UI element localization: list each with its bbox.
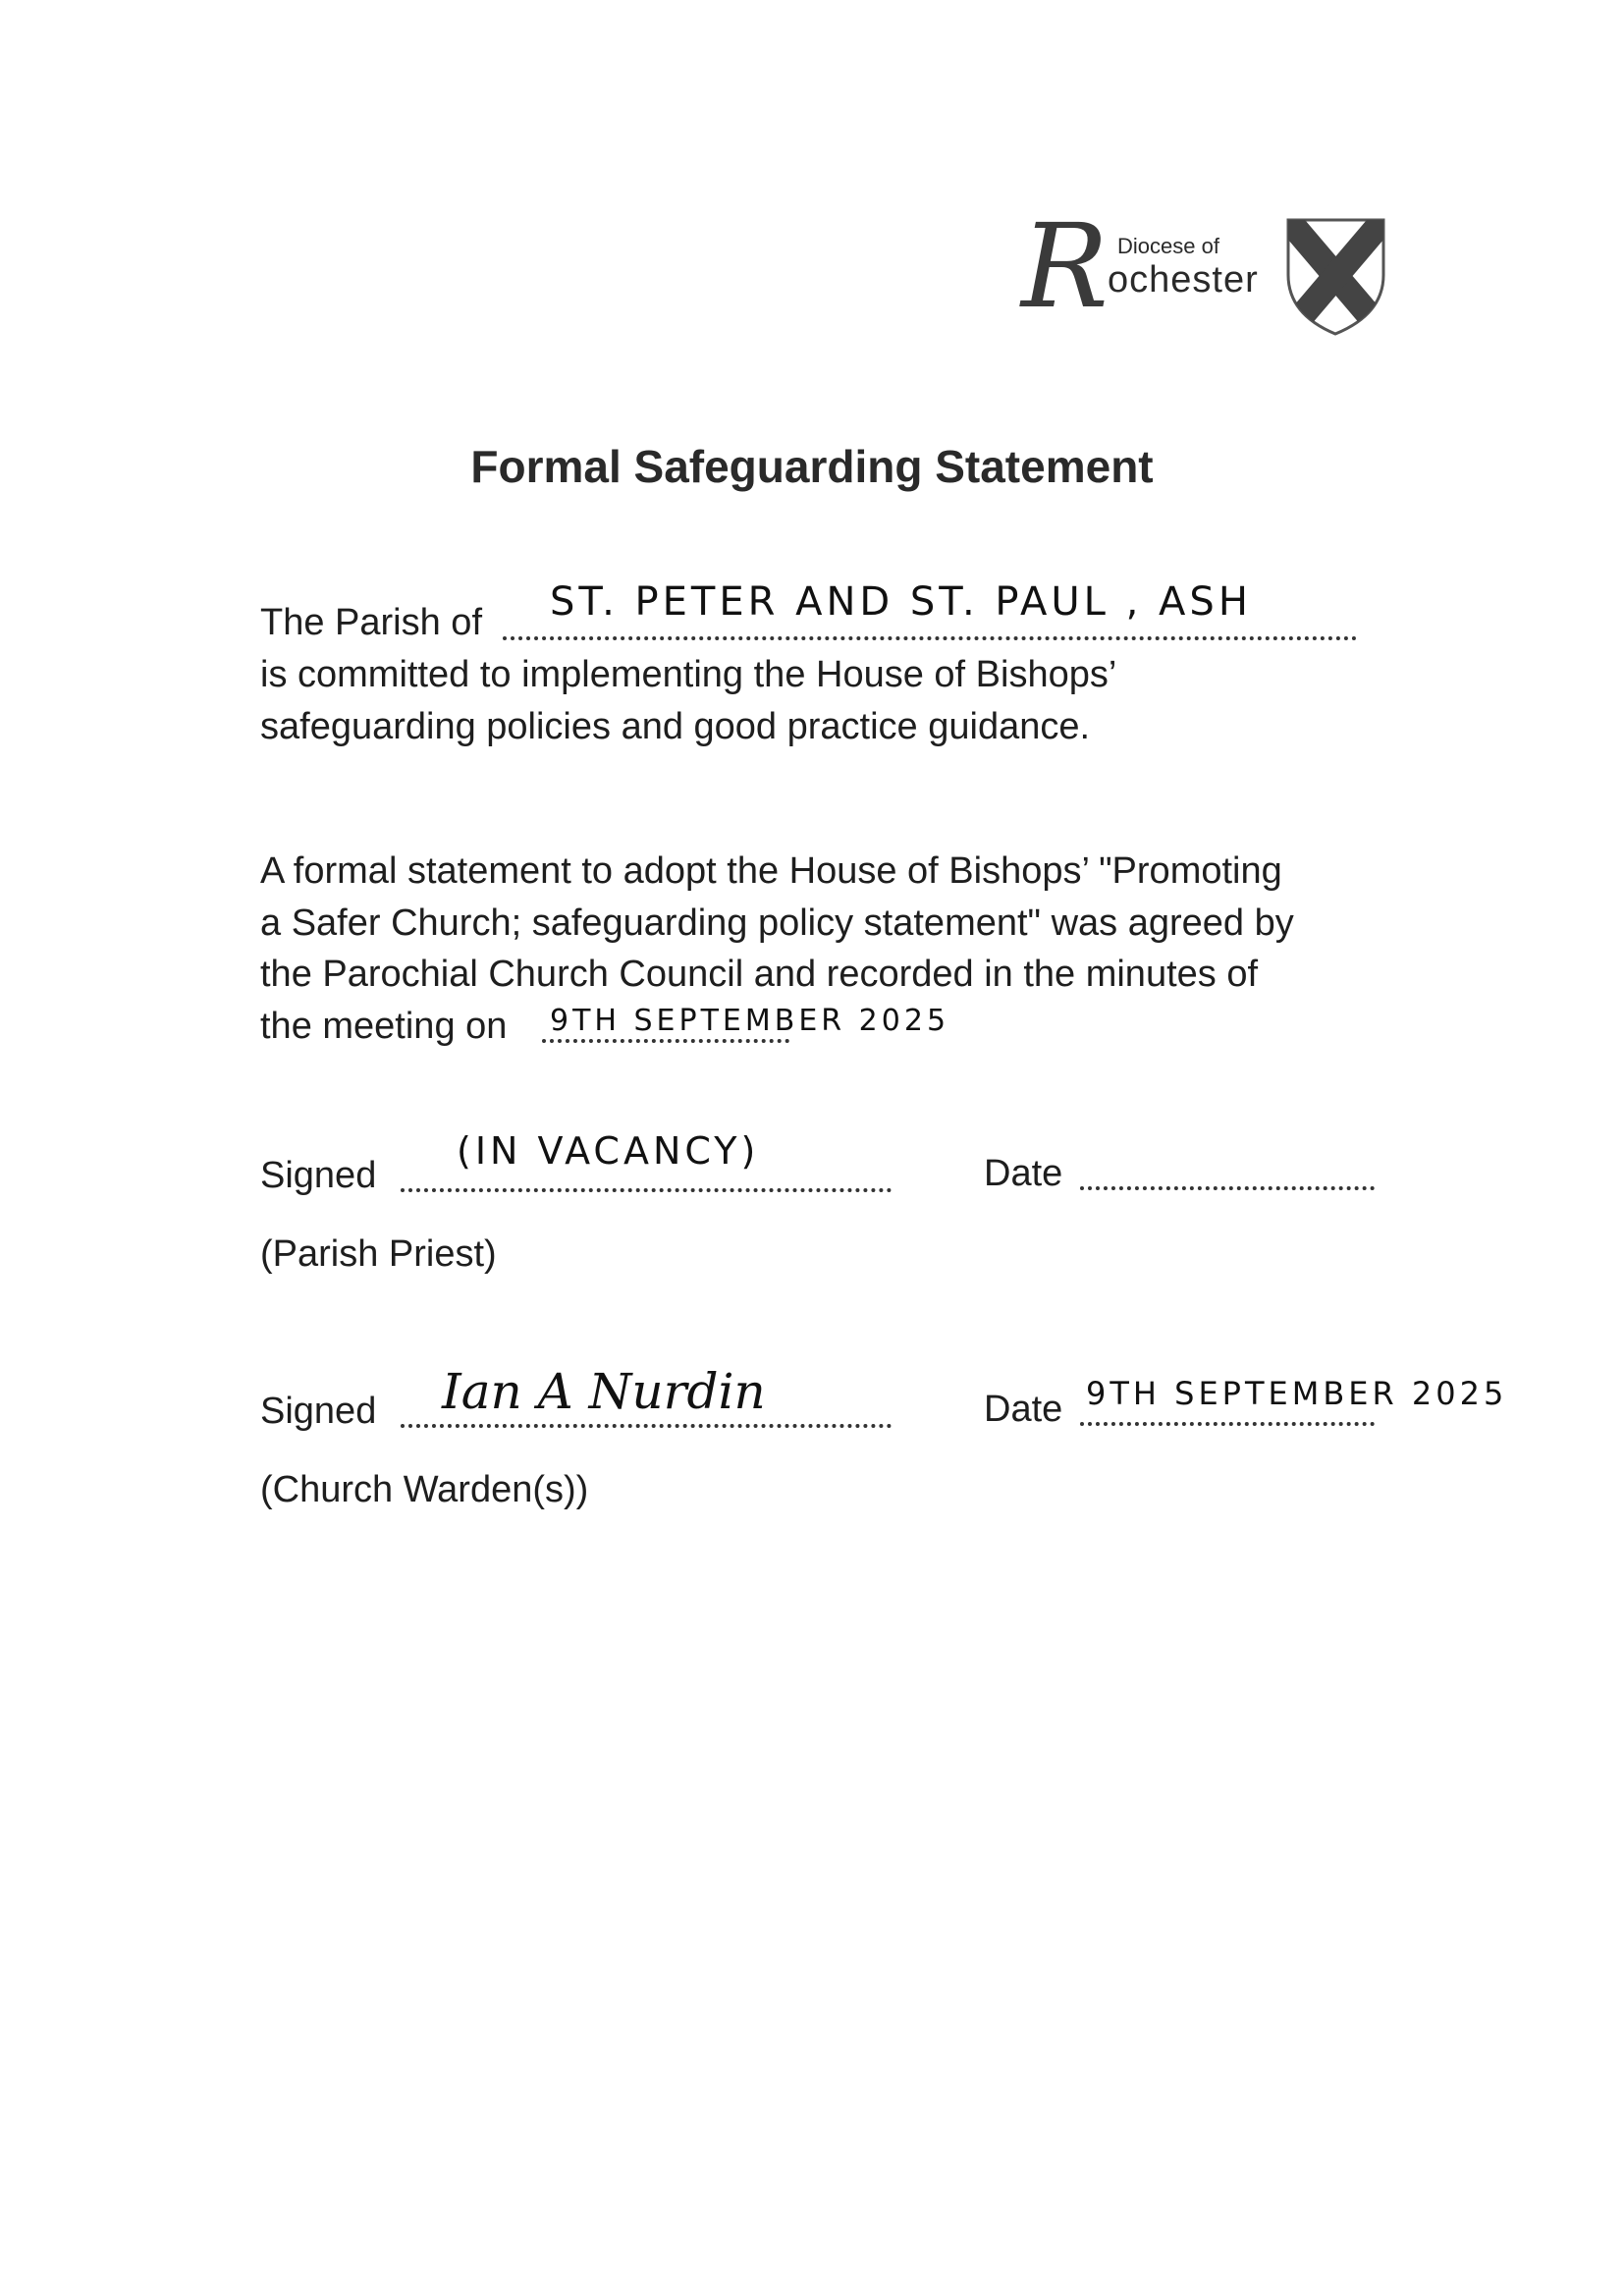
parish-prefix: The Parish of (260, 602, 482, 643)
warden-handwritten-signature: Ian A Nurdin (442, 1363, 766, 1420)
parish-line-2: is committed to implementing the House of Bishops’ (260, 654, 1117, 695)
priest-date-label: Date (984, 1153, 1063, 1194)
warden-role: (Church Warden(s)) (260, 1469, 589, 1510)
statement-line-3: the Parochial Church Council and recorded in the minutes of (260, 954, 1259, 995)
meeting-date-dotted-line (542, 1039, 789, 1043)
priest-handwritten-signature: (IN VACANCY) (457, 1129, 760, 1173)
saltire-shield-icon (1284, 216, 1387, 339)
warden-date-label: Date (984, 1389, 1063, 1430)
diocese-logo (1021, 198, 1394, 334)
warden-signed-label: Signed (260, 1391, 377, 1432)
priest-signed-label: Signed (260, 1155, 377, 1196)
priest-role: (Parish Priest) (260, 1233, 497, 1275)
logo-big-text: ochester (1108, 259, 1259, 301)
meeting-handwritten-date: 9TH SEPTEMBER 2025 (550, 1004, 950, 1038)
warden-signature-dotted-line (401, 1424, 892, 1428)
logo-initial: R (1021, 198, 1109, 334)
warden-handwritten-date: 9TH SEPTEMBER 2025 (1086, 1375, 1508, 1412)
parish-handwritten-name: ST. PETER AND ST. PAUL , ASH (550, 579, 1252, 625)
statement-line-4: the meeting on (260, 1006, 508, 1047)
statement-line-2: a Safer Church; safeguarding policy statement" was agreed by (260, 902, 1294, 944)
statement-line-1: A formal statement to adopt the House of Bishops’ "Promoting (260, 850, 1282, 892)
page-title: Formal Safeguarding Statement (470, 441, 1154, 492)
parish-line-3: safeguarding policies and good practice guidance. (260, 706, 1091, 747)
logo-small-text: Diocese of (1117, 234, 1219, 258)
priest-signature-dotted-line (401, 1188, 892, 1192)
warden-date-dotted-line (1080, 1422, 1375, 1426)
priest-date-dotted-line (1080, 1186, 1375, 1190)
parish-dotted-line (503, 636, 1357, 640)
